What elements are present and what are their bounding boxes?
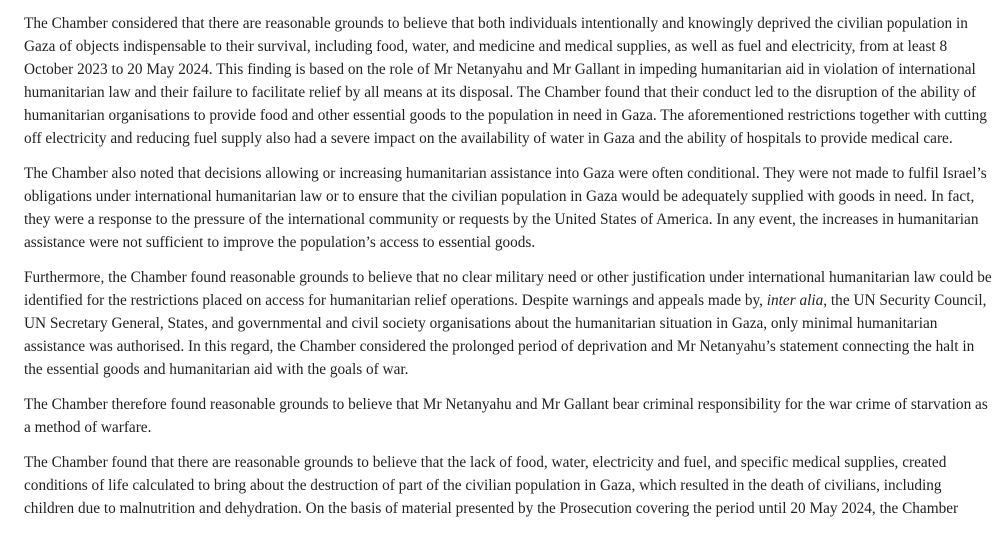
paragraph-starvation-responsibility: The Chamber therefore found reasonable grounds to believe that Mr Netanyahu and Mr Gallant bear criminal responsibility for the war crime of starvation as a method of warfare. [24,396,988,436]
paragraph-segment: Furthermore, the Chamber found reasonable grounds to believe that no clear military need or other justification under international humanitarian law could be identified for the restrictions placed on access for humanitarian relief operations. Despite warnings and appeals made by, [24,269,992,309]
paragraph-segment: , the UN Security Council, UN Secretary General, States, and governmental and civil society organisations about the humanitarian situation in Gaza, only minimal humanitarian assistance was authorised. In this regard, the Chamber considered the prolonged period of deprivation and Mr Netanyahu’s statement connecting the halt in the essential goods and humanitarian aid with the goals of war. [24,292,987,378]
paragraph-conditions-of-life: The Chamber found that there are reasonable grounds to believe that the lack of food, water, electricity and fuel, and specific medical supplies, created conditions of life calculated to bring about the destruction of part of the civilian population in Gaza, which resulted in the death of civilians, including children due to malnutrition and dehydration. On the basis of material presented by the Prosecution covering the period until 20 May 2024, the Chamber [24,454,959,517]
paragraph-conditional-assistance: The Chamber also noted that decisions allowing or increasing humanitarian assistance into Gaza were often conditional. They were not made to fulfil Israel’s obligations under international humanitarian law or to ensure that the civilian population in Gaza would be adequately supplied with goods in need. In fact, they were a response to the pressure of the international community or requests by the United States of America. In any event, the increases in humanitarian assistance were not sufficient to improve the population’s access to essential goods. [24,165,987,251]
italic-term: inter alia [766,292,824,309]
paragraph-no-military-need [24,266,992,381]
paragraph-deprivation-finding: The Chamber considered that there are reasonable grounds to believe that both individuals intentionally and knowingly deprived the civilian population in Gaza of objects indispensable to their survival, including food, water, and medicine and medical supplies, as well as fuel and electricity, from at least 8 October 2023 to 20 May 2024. This finding is based on the role of Mr Netanyahu and Mr Gallant in impeding humanitarian aid in violation of international humanitarian law and their failure to facilitate relief by all means at its disposal. The Chamber found that their conduct led to the disruption of the ability of humanitarian organisations to provide food and other essential goods to the population in need in Gaza. The aforementioned restrictions together with cutting off electricity and reducing fuel supply also had a severe impact on the availability of water in Gaza and the ability of hospitals to provide medical care. [24,15,987,147]
bottom-fade [0,526,1000,542]
